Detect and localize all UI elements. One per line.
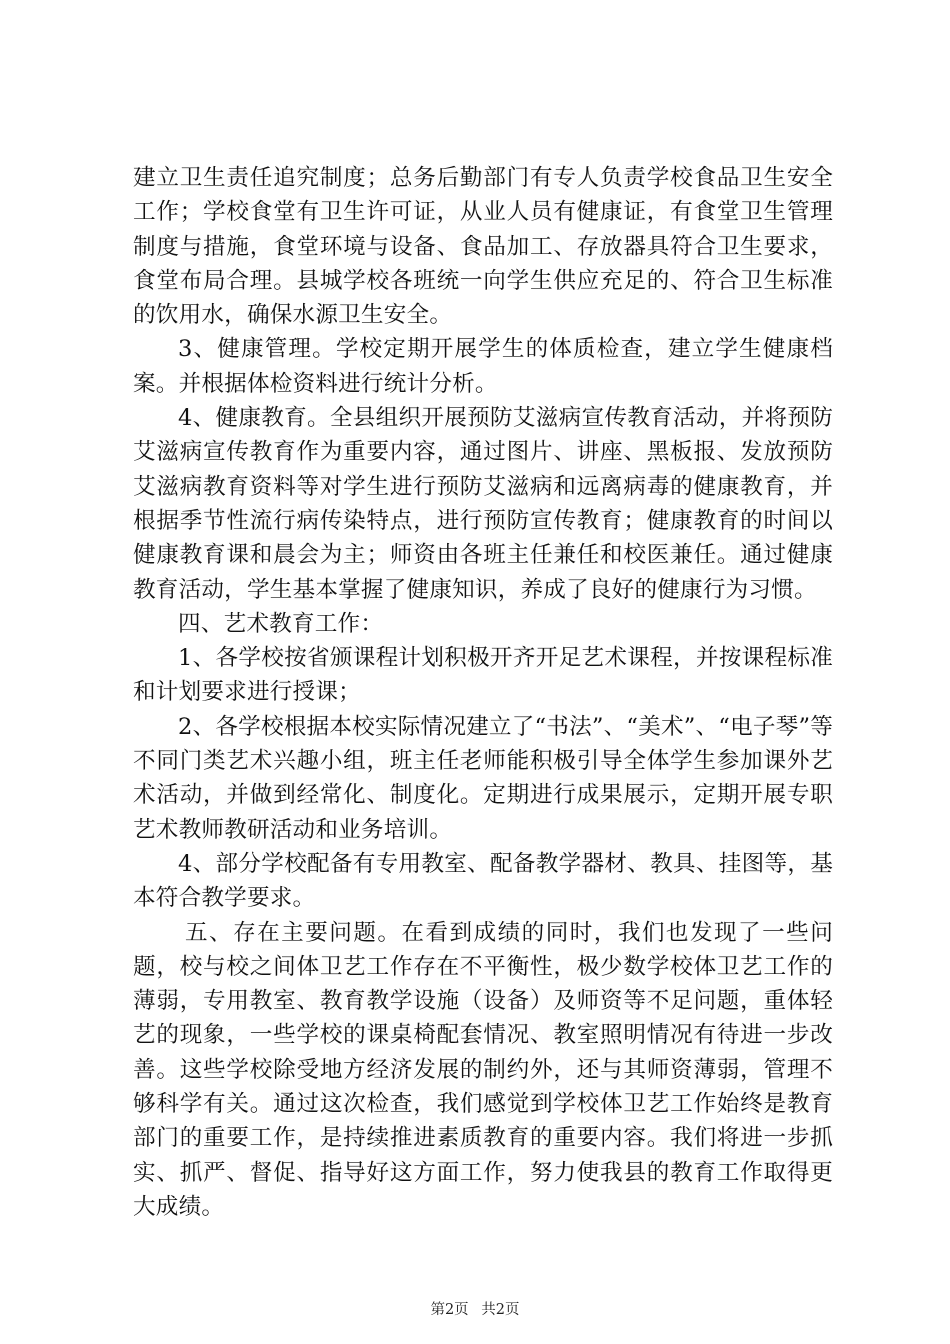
document-body [133,161,833,1224]
paragraph-art-facilities: 4、部分学校配备有专用教室、配备教学器材、教具、挂图等，基本符合教学要求。 [133,850,833,912]
page-total: 共2页 [481,1302,520,1318]
paragraph-existing-problems: 五、存在主要问题。在看到成绩的同时，我们也发现了一些问题，校与校之间体卫艺工作存在不平衡性，极少数学校体卫艺工作的薄弱，专用教室、教育教学设施（设备）及师资等不足问题，重体轻艺的现象，一些学校的课桌椅配套情况、教室照明情况有待进一步改善。这些学校除受地方经济发展的制约外，还与其师资薄弱，管理不够科学有关。通过这次检查，我们感觉到学校体卫艺工作始终是教育部门的重要工作，是持续推进素质教育的重要内容。我们将进一步抓实、抓严、督促、指导好这方面工作，努力使我县的教育工作取得更大成绩。 [133,919,833,1220]
section-heading-art-education: 四、艺术教育工作： [178,610,384,637]
paragraph-health-management: 3、健康管理。学校定期开展学生的体质检查，建立学生健康档案。并根据体检资料进行统计分析。 [133,336,833,397]
paragraph-health-education: 4、健康教育。全县组织开展预防艾滋病宣传教育活动，并将预防艾滋病宣传教育作为重要内容，通过图片、讲座、黑板报、发放预防艾滋病教育资料等对学生进行预防艾滋病和远离病毒的健康教育，并根据季节性流行病传染特点，进行预防宣传教育；健康教育的时间以健康教育课和晨会为主；师资由各班主任兼任和校医兼任。通过健康教育活动，学生基本掌握了健康知识，养成了良好的健康行为习惯。 [133,405,833,603]
paragraph-hygiene-responsibility: 建立卫生责任追究制度；总务后勤部门有专人负责学校食品卫生安全工作；学校食堂有卫生许可证，从业人员有健康证，有食堂卫生管理制度与措施，食堂环境与设备、食品加工、存放器具符合卫生要求，食堂布局合理。县城学校各班统一向学生供应充足的、符合卫生标准的饮用水，确保水源卫生安全。 [133,165,833,329]
paragraph-art-interest-groups: 2、各学校根据本校实际情况建立了“书法”、“美术”、“电子琴”等不同门类艺术兴趣小组，班主任老师能积极引导全体学生参加课外艺术活动，并做到经常化、制度化。定期进行成果展示，定期开展专职艺术教师教研活动和业务培训。 [133,713,833,843]
paragraph-art-curriculum: 1、各学校按省颁课程计划积极开齐开足艺术课程，并按课程标准和计划要求进行授课； [133,645,833,706]
page-footer [0,1298,950,1319]
page-number: 第2页 [430,1302,469,1318]
